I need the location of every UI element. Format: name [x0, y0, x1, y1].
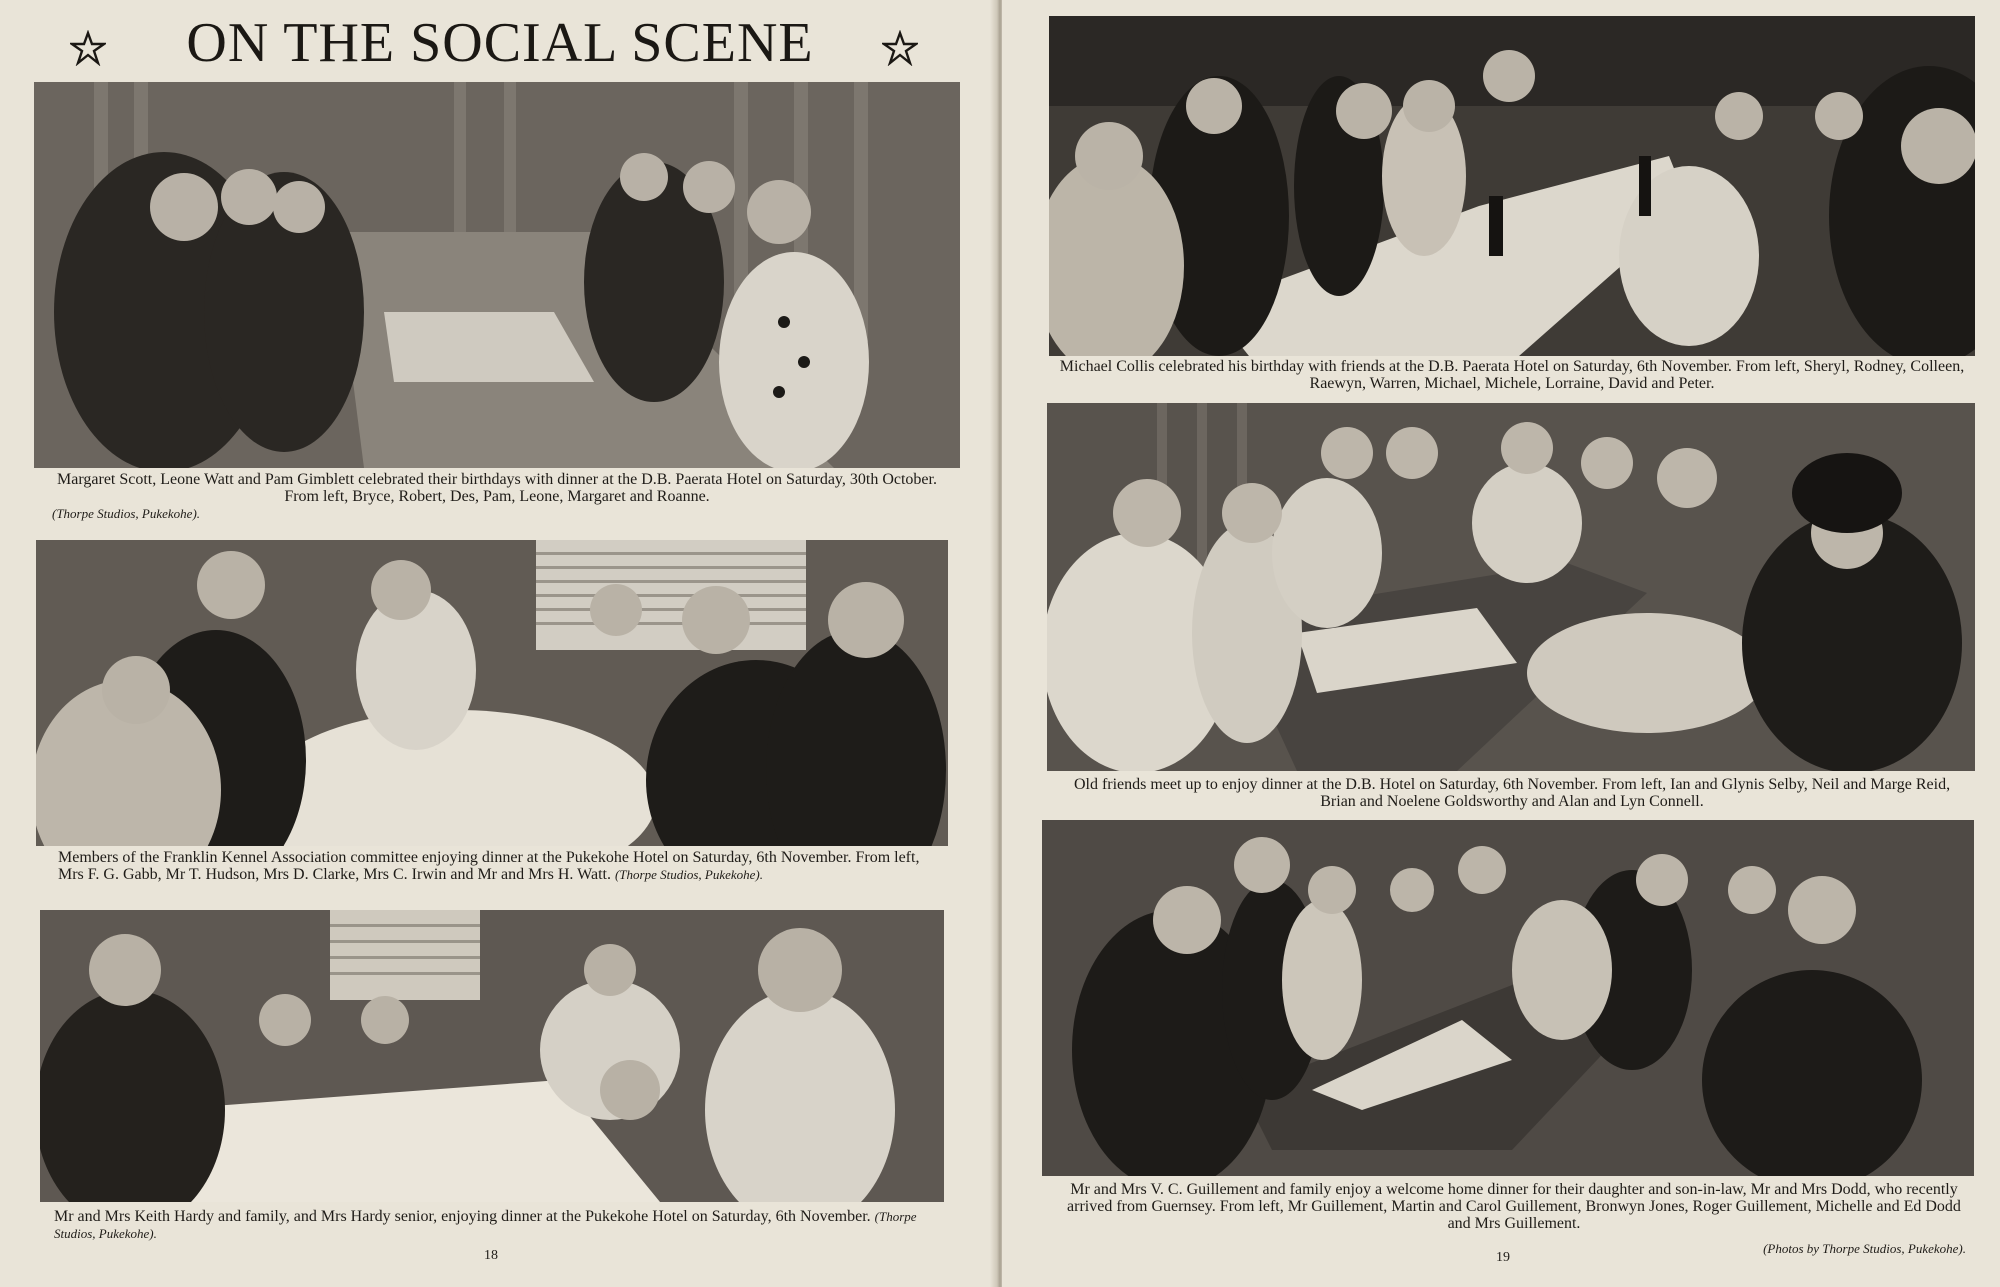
photo-collis-birthday	[1049, 16, 1975, 356]
page-number: 19	[1496, 1250, 1510, 1265]
photo-caption: Old friends meet up to enjoy dinner at the D.B. Hotel on Saturday, 6th November. From left, Ian and Glynis Selby, Neil and Marge Reid, Brian and Noelene Goldsworthy and Alan and Lyn Connell.	[1073, 776, 1951, 810]
star-icon	[70, 30, 106, 66]
photo-credit: (Photos by Thorpe Studios, Pukekohe).	[1763, 1241, 1966, 1256]
photo-old-friends-dinner	[1047, 403, 1975, 771]
photo-caption: Margaret Scott, Leone Watt and Pam Gimblett celebrated their birthdays with dinner at the D.B. Paerata Hotel on Saturday, 30th October. From left, Bryce, Robert, Des, Pam, Leone, Margaret and Roanne. (Thorpe Studios, Pukekohe).	[52, 471, 937, 521]
page-right	[1002, 0, 2000, 1287]
photo-hardy-family-dinner	[40, 910, 944, 1202]
page-left	[0, 0, 998, 1287]
star-icon	[882, 30, 918, 66]
page-number: 18	[484, 1248, 498, 1263]
photo-birthday-dinner-paerata	[34, 82, 960, 468]
photo-caption: Michael Collis celebrated his birthday with friends at the D.B. Paerata Hotel on Saturday, 6th November. From left, Sheryl, Rodney, Colleen, Raewyn, Warren, Michael, Michele, Lorraine, David and Peter.	[1059, 358, 1965, 392]
photo-caption: Members of the Franklin Kennel Association committee enjoying dinner at the Pukekohe Hotel on Saturday, 6th November. From left, Mrs F. G. Gabb, Mr T. Hudson, Mrs D. Clarke, Mrs C. Irwin and Mr and Mrs H. Watt. (Thorpe Studios, Pukekohe).	[58, 849, 920, 883]
photo-caption: Mr and Mrs Keith Hardy and family, and Mrs Hardy senior, enjoying dinner at the Pukekohe Hotel on Saturday, 6th November. (Thorpe Studios, Pukekohe).	[54, 1208, 917, 1241]
photo-caption: Mr and Mrs V. C. Guillement and family enjoy a welcome home dinner for their daughter and son-in-law, Mr and Mrs Dodd, who recently arrived from Guernsey. From left, Mr Guillement, Martin and Carol Guillement, Bronwyn Jones, Roger Guillement, Michelle and Ed Dodd and Mrs Guillement.	[1067, 1181, 1961, 1232]
photo-kennel-association-dinner	[36, 540, 948, 846]
photo-guillement-family-dinner	[1042, 820, 1974, 1176]
page-heading: ON THE SOCIAL SCENE	[186, 12, 814, 74]
